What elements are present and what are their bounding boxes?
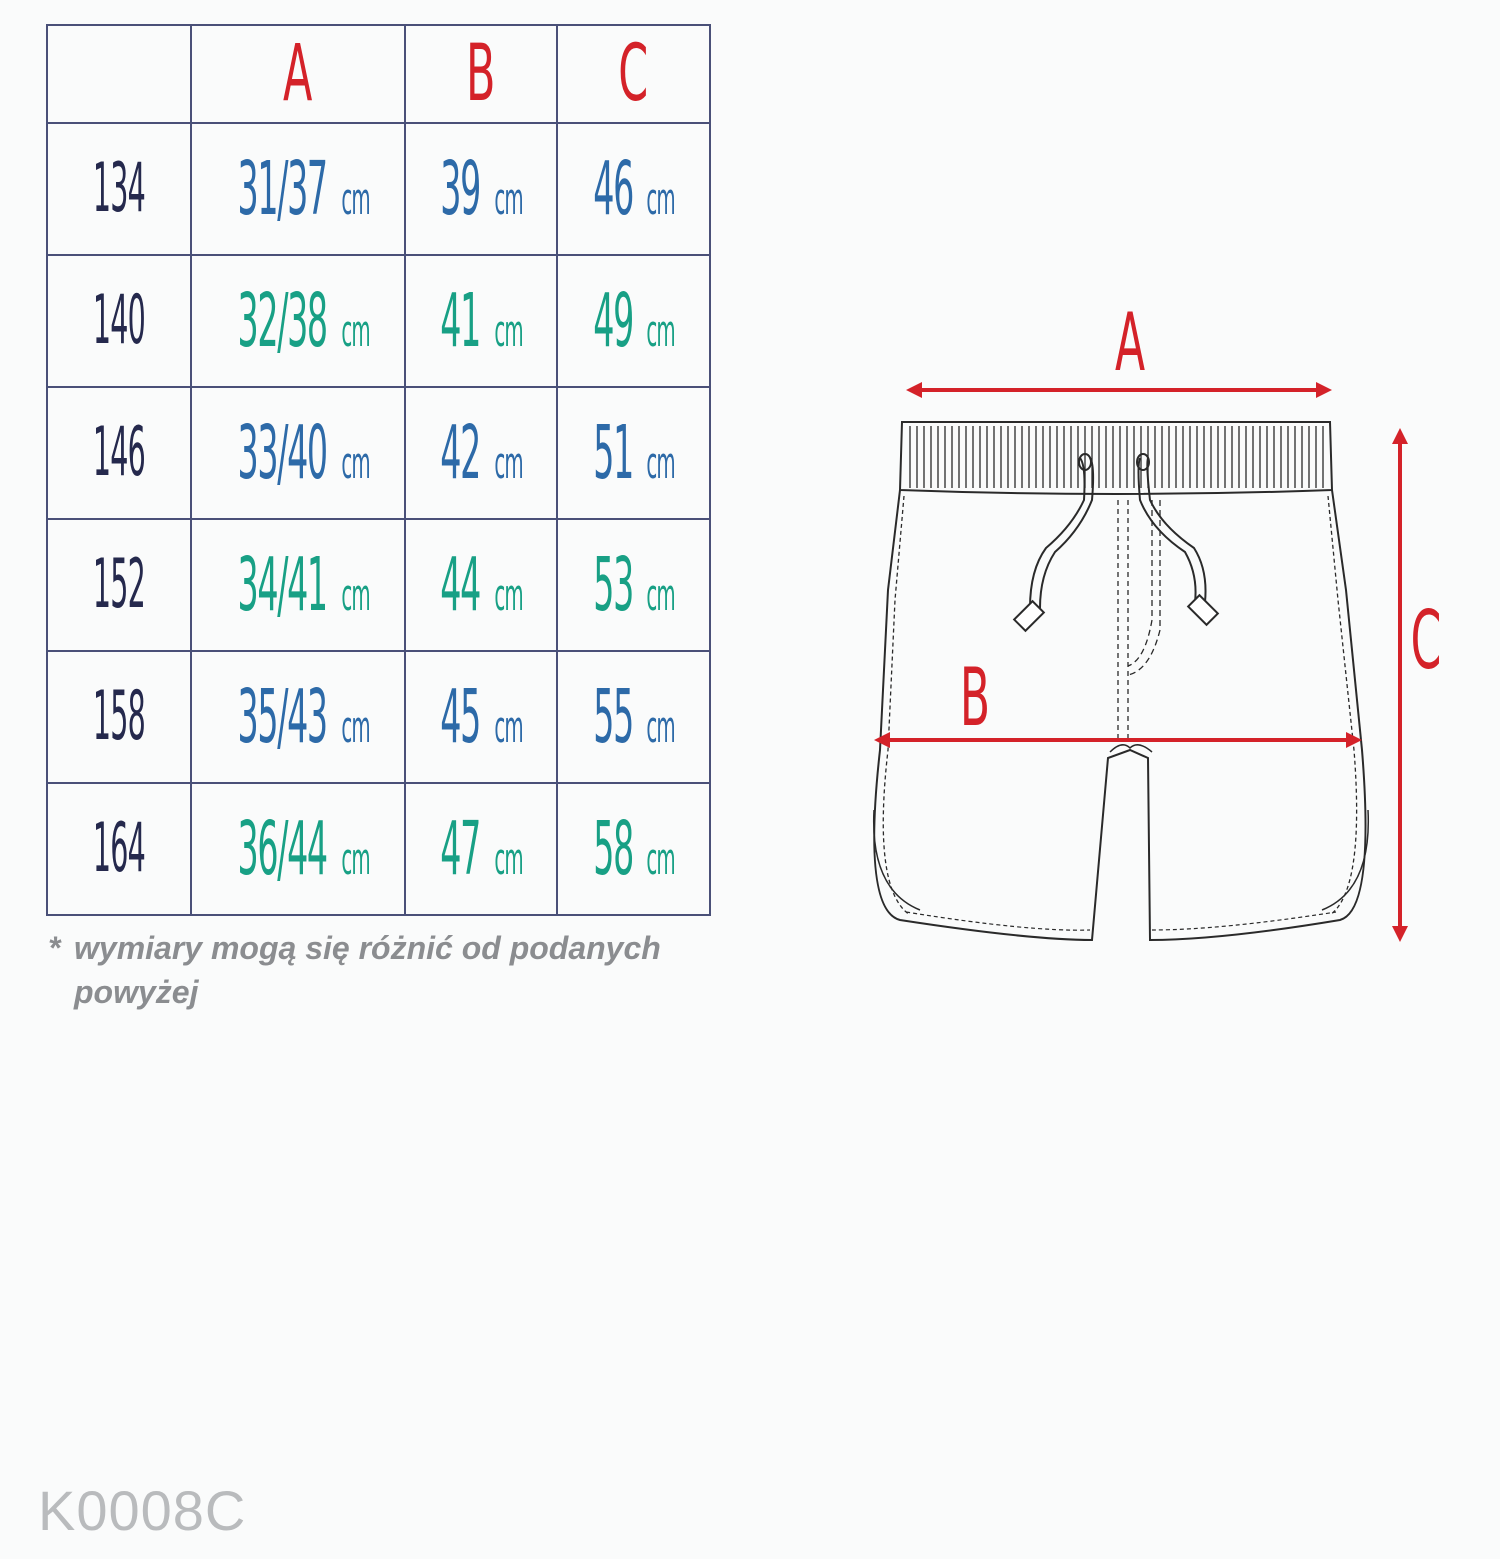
measure-value-a: 35/43 <box>237 674 328 760</box>
measure-cell-a <box>191 123 405 255</box>
size-cell <box>47 387 191 519</box>
measure-value-b: 45 <box>440 674 481 760</box>
measure-value-c: 58 <box>593 806 633 892</box>
measure-value-b: 47 <box>440 806 481 892</box>
size-cell <box>47 255 191 387</box>
table-header-row <box>47 25 710 123</box>
table-row <box>47 255 710 387</box>
measure-unit: cm <box>493 174 523 225</box>
table-row <box>47 783 710 915</box>
measure-cell-c <box>557 387 710 519</box>
measure-value-a: 31/37 <box>237 146 328 232</box>
measure-unit: cm <box>340 834 370 885</box>
header-cell-b: B <box>405 25 557 123</box>
size-label: 164 <box>92 809 145 888</box>
size-label: 158 <box>92 677 145 756</box>
measure-value-a: 36/44 <box>237 806 328 892</box>
size-cell <box>47 123 191 255</box>
measure-unit: cm <box>646 438 675 489</box>
size-label: 134 <box>92 149 145 228</box>
dimension-label-c: C <box>1410 594 1442 688</box>
measure-value-b: 41 <box>440 278 481 364</box>
shorts-icon <box>840 290 1460 970</box>
dimension-label-b: B <box>959 651 991 745</box>
measure-value-a: 34/41 <box>237 542 328 628</box>
measure-value-c: 51 <box>593 410 633 496</box>
size-cell <box>47 519 191 651</box>
size-label: 140 <box>92 281 145 360</box>
shorts-outline <box>874 490 1365 940</box>
header-cell-a: A <box>191 25 405 123</box>
measure-unit: cm <box>493 834 523 885</box>
measure-cell-b <box>405 519 557 651</box>
measure-unit: cm <box>646 306 675 357</box>
table-row <box>47 387 710 519</box>
measure-value-a: 33/40 <box>237 410 328 496</box>
measure-value-a: 32/38 <box>237 278 328 364</box>
measure-cell-a <box>191 519 405 651</box>
measure-unit: cm <box>340 306 370 357</box>
measure-unit: cm <box>493 570 523 621</box>
measure-cell-a <box>191 255 405 387</box>
measure-cell-b <box>405 651 557 783</box>
measure-value-b: 44 <box>440 542 481 628</box>
dimension-a <box>906 297 1332 398</box>
header-cell-empty <box>47 25 191 123</box>
measure-cell-b <box>405 123 557 255</box>
table-row <box>47 123 710 255</box>
waistband-ribbing <box>910 426 1323 488</box>
measure-unit: cm <box>493 438 523 489</box>
dimension-label-a: A <box>1114 296 1146 390</box>
table-row <box>47 519 710 651</box>
size-label: 152 <box>92 545 145 624</box>
measure-unit: cm <box>646 570 675 621</box>
measure-value-c: 46 <box>593 146 633 232</box>
measure-unit: cm <box>493 306 523 357</box>
size-cell <box>47 783 191 915</box>
size-cell <box>47 651 191 783</box>
measure-unit: cm <box>646 174 675 225</box>
measure-value-c: 49 <box>593 278 633 364</box>
size-label: 146 <box>92 413 145 492</box>
measure-cell-a <box>191 387 405 519</box>
measure-cell-c <box>557 255 710 387</box>
footnote <box>48 926 748 1014</box>
footnote-line-1: * wymiary mogą się różnić od podanych <box>48 930 661 966</box>
measure-value-c: 55 <box>593 674 633 760</box>
dimension-c <box>1392 428 1441 942</box>
header-cell-c: C <box>557 25 710 123</box>
measure-cell-b <box>405 387 557 519</box>
measure-value-b: 39 <box>440 146 481 232</box>
footnote-line-2: powyżej <box>74 974 199 1010</box>
measure-cell-a <box>191 783 405 915</box>
measure-cell-b <box>405 783 557 915</box>
size-table <box>46 24 711 916</box>
product-code: K0008C <box>38 1479 247 1542</box>
measure-cell-a <box>191 651 405 783</box>
measure-unit: cm <box>646 834 675 885</box>
measure-unit: cm <box>340 438 370 489</box>
measure-value-c: 53 <box>593 542 633 628</box>
measure-unit: cm <box>340 570 370 621</box>
measure-unit: cm <box>493 702 523 753</box>
measure-unit: cm <box>340 702 370 753</box>
measure-value-b: 42 <box>440 410 481 496</box>
measure-cell-c <box>557 123 710 255</box>
measure-unit: cm <box>646 702 675 753</box>
measure-unit: cm <box>340 174 370 225</box>
measure-cell-b <box>405 255 557 387</box>
measure-cell-c <box>557 783 710 915</box>
measure-cell-c <box>557 519 710 651</box>
measure-cell-c <box>557 651 710 783</box>
table-row <box>47 651 710 783</box>
